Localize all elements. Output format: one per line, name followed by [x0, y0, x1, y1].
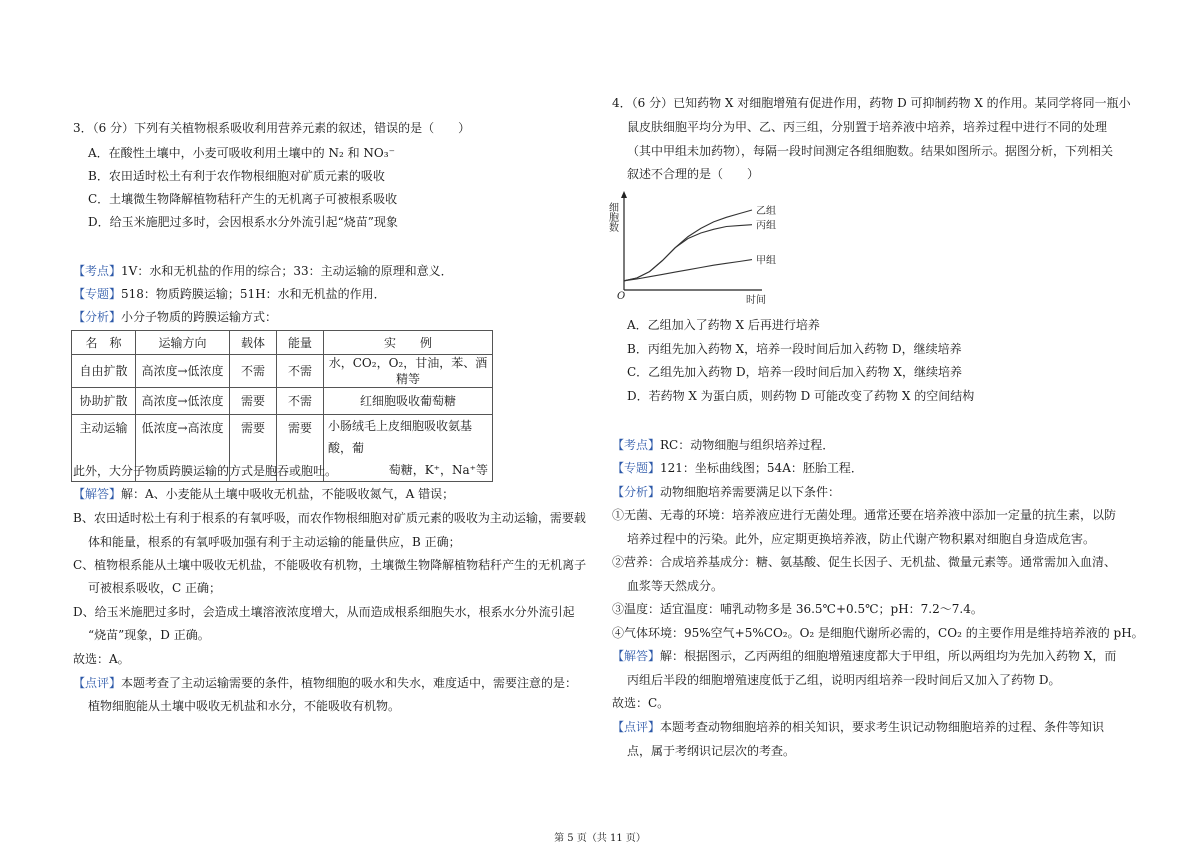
table-header-example: 实 例 — [324, 331, 493, 355]
series-label-2: 甲组 — [756, 255, 776, 267]
table-cell: 水，CO₂，O₂，甘油，苯、酒精等 — [324, 355, 493, 388]
q3-dianping — [73, 675, 577, 691]
q4-option-d: D．若药物 X 为蛋白质，则药物 D 可能改变了药物 X 的空间结构 — [627, 389, 975, 403]
q3-fenxi-tag: 【分析】 — [73, 310, 122, 324]
q3-option-d: D．给玉米施肥过多时，会因根系水分外流引起“烧苗”现象 — [88, 215, 398, 229]
q3-answer: 故选：A。 — [73, 652, 130, 666]
q3-option-c: C．土壤微生物降解植物秸秆产生的无机离子可被根系吸收 — [88, 192, 398, 206]
x-axis-label: 时间 — [746, 295, 766, 306]
q4-zhuanti-tag: 【专题】 — [612, 461, 661, 475]
q3-option-b: B．农田适时松土有利于农作物根细胞对矿质元素的吸收 — [88, 169, 385, 183]
q3-zhuanti — [73, 286, 386, 302]
table-cell: 自由扩散 — [72, 355, 136, 388]
q4-stem-line: （其中甲组未加药物），每隔一段时间测定各组细胞数。结果如图所示。据图分析，下列相关 — [627, 144, 1114, 158]
q4-answer: 故选：C。 — [612, 696, 670, 710]
q3-jieda-line: “烧苗”现象，D 正确。 — [88, 628, 210, 642]
q3-jieda-line: B、农田适时松土有利于根系的有氧呼吸，而农作物根细胞对矿质元素的吸收为主动运输，需要载 — [73, 511, 586, 525]
table-row — [72, 355, 493, 388]
q4-stem-line: 4．（6 分）已知药物 X 对细胞增殖有促进作用，药物 D 可抑制药物 X 的作用。某同学将同一瓶小 — [612, 96, 1131, 110]
table-row — [72, 388, 493, 415]
q3-fenxi-text: 小分子物质的跨膜运输方式： — [121, 310, 278, 324]
origin-label: O — [617, 291, 626, 302]
q3-kaodian — [73, 263, 453, 279]
y-axis-label: 细胞数 — [606, 202, 618, 232]
q3-option-a: A．在酸性土壤中，小麦可吸收利用土壤中的 N₂ 和 NO₃⁻ — [88, 146, 395, 160]
q3-zhuanti-text: 518：物质跨膜运输；51H：水和无机盐的作用． — [121, 287, 386, 301]
table-cell: 低浓度→高浓度 — [136, 415, 230, 482]
q3-dianping-tag: 【点评】 — [73, 676, 122, 690]
q3-zhuanti-tag: 【专题】 — [73, 287, 122, 301]
q4-fenxi-line: ②营养：合成培养基成分：糖、氨基酸、促生长因子、无机盐、微量元素等。通常需加入血清、 — [612, 555, 1117, 569]
table-cell: 需要 — [230, 388, 277, 415]
q4-fenxi-tag: 【分析】 — [612, 485, 661, 499]
q3-jieda-line: C、植物根系能从土壤中吸收无机盐，不能吸收有机物，土壤微生物降解植物秸秆产生的无机离子 — [73, 558, 587, 572]
table-cell: 红细胞吸收葡萄糖 — [324, 388, 493, 415]
q4-dianping-line: 本题考查动物细胞培养的相关知识，要求考生识记动物细胞培养的过程、条件等知识 — [660, 720, 1105, 734]
q4-zhuanti — [612, 460, 863, 476]
q3-fenxi — [73, 309, 277, 325]
table-cell — [324, 415, 493, 482]
q4-option-b: B．丙组先加入药物 X，培养一段时间后加入药物 D，继续培养 — [627, 342, 962, 356]
q4-kaodian-tag: 【考点】 — [612, 438, 661, 452]
table-cell: 高浓度→低浓度 — [136, 355, 230, 388]
table-cell: 高浓度→低浓度 — [136, 388, 230, 415]
q4-kaodian-text: RC：动物细胞与组织培养过程． — [660, 438, 835, 452]
q4-stem-line: 鼠皮肤细胞平均分为甲、乙、丙三组，分别置于培养液中培养，培养过程中进行不同的处理 — [627, 120, 1108, 134]
table-cell: 不需 — [277, 355, 324, 388]
q4-fenxi-line: ③温度：适宜温度：哺乳动物多是 36.5℃+0.5℃；pH：7.2～7.4。 — [612, 602, 983, 616]
q4-fenxi — [612, 484, 840, 500]
table-cell: 需要 — [277, 415, 324, 482]
q4-jieda-line: 解：根据图示，乙丙两组的细胞增殖速度都大于甲组，所以两组均为先加入药物 X，而 — [660, 649, 1117, 663]
q4-jieda-line: 丙组后半段的细胞增殖速度低于乙组，说明丙组培养一段时间后又加入了药物 D。 — [627, 673, 1061, 687]
q4-fenxi-line: ④气体环境：95%空气+5%CO₂。O₂ 是细胞代谢所必需的，CO₂ 的主要作用是维持培养液的 pH。 — [612, 626, 1144, 640]
q4-fenxi-line: 动物细胞培养需要满足以下条件： — [660, 485, 841, 499]
series-line-1 — [624, 225, 752, 281]
series-label-1: 丙组 — [756, 220, 776, 232]
transport-table — [71, 330, 493, 482]
q4-fenxi-line: 培养过程中的污染。此外，应定期更换培养液，防止代谢产物积累对细胞自身造成危害。 — [627, 532, 1096, 546]
q4-stem-line: 叙述不合理的是（ ） — [627, 167, 760, 181]
q4-jieda-tag: 【解答】 — [612, 649, 661, 663]
q4-fenxi-line: ①无菌、无毒的环境：培养液应进行无菌处理。通常还要在培养液中添加一定量的抗生素，以防 — [612, 508, 1117, 522]
q3-after-table: 此外，大分子物质跨膜运输的方式是胞吞或胞吐。 — [73, 464, 338, 478]
q3-stem: 3．（6 分）下列有关植物根系吸收利用营养元素的叙述，错误的是（ ） — [73, 121, 471, 135]
q3-jieda-tag: 【解答】 — [73, 487, 122, 501]
q4-dianping-tag: 【点评】 — [612, 720, 661, 734]
q3-dianping-line: 本题考查了主动运输需要的条件，植物细胞的吸水和失水，难度适中，需要注意的是： — [121, 676, 578, 690]
table-cell: 需要 — [230, 415, 277, 482]
table-cell-line: 萄糖，K⁺，Na⁺等 — [388, 463, 488, 477]
q3-kaodian-text: 1V：水和无机盐的作用的综合；33：主动运输的原理和意义． — [121, 264, 453, 278]
table-header-direction: 运输方向 — [136, 331, 230, 355]
q4-kaodian — [612, 437, 834, 453]
table-cell: 协助扩散 — [72, 388, 136, 415]
q3-jieda-line: D、给玉米施肥过多时，会造成土壤溶液浓度增大，从而造成根系细胞失水，根系水分外流引起 — [73, 605, 575, 619]
q4-zhuanti-text: 121：坐标曲线图；54A：胚胎工程． — [660, 461, 863, 475]
series-label-0: 乙组 — [756, 205, 776, 217]
q4-jieda — [612, 648, 1116, 664]
q3-jieda-line: 解：A、小麦能从土壤中吸收无机盐，不能吸收氮气，A 错误； — [121, 487, 455, 501]
y-axis-arrow — [621, 191, 627, 198]
q4-option-c: C．乙组先加入药物 D，培养一段时间后加入药物 X，继续培养 — [627, 365, 962, 379]
table-header-carrier: 载体 — [230, 331, 277, 355]
series-line-2 — [624, 260, 752, 281]
page-footer: 第 5 页（共 11 页） — [554, 833, 646, 844]
table-header-name: 名 称 — [72, 331, 136, 355]
q4-dianping-line: 点，属于考纲识记层次的考查。 — [627, 744, 796, 758]
table-cell-line: 小肠绒毛上皮细胞吸收氨基酸，葡 — [328, 419, 473, 455]
cell-growth-chart — [604, 190, 794, 310]
q4-dianping — [612, 719, 1104, 735]
q3-jieda — [73, 486, 454, 502]
table-header-energy: 能量 — [277, 331, 324, 355]
q4-option-a: A．乙组加入了药物 X 后再进行培养 — [627, 318, 820, 332]
q3-jieda-line: 体和能量，根系的有氧呼吸加强有利于主动运输的能量供应，B 正确； — [88, 535, 461, 549]
table-cell: 主动运输 — [72, 415, 136, 482]
q3-kaodian-tag: 【考点】 — [73, 264, 122, 278]
table-cell: 不需 — [277, 388, 324, 415]
q3-dianping-line: 植物细胞能从土壤中吸收无机盐和水分，不能吸收有机物。 — [88, 699, 401, 713]
table-cell: 不需 — [230, 355, 277, 388]
q4-fenxi-line: 血浆等天然成分。 — [627, 579, 724, 593]
q3-jieda-line: 可被根系吸收，C 正确； — [88, 581, 221, 595]
